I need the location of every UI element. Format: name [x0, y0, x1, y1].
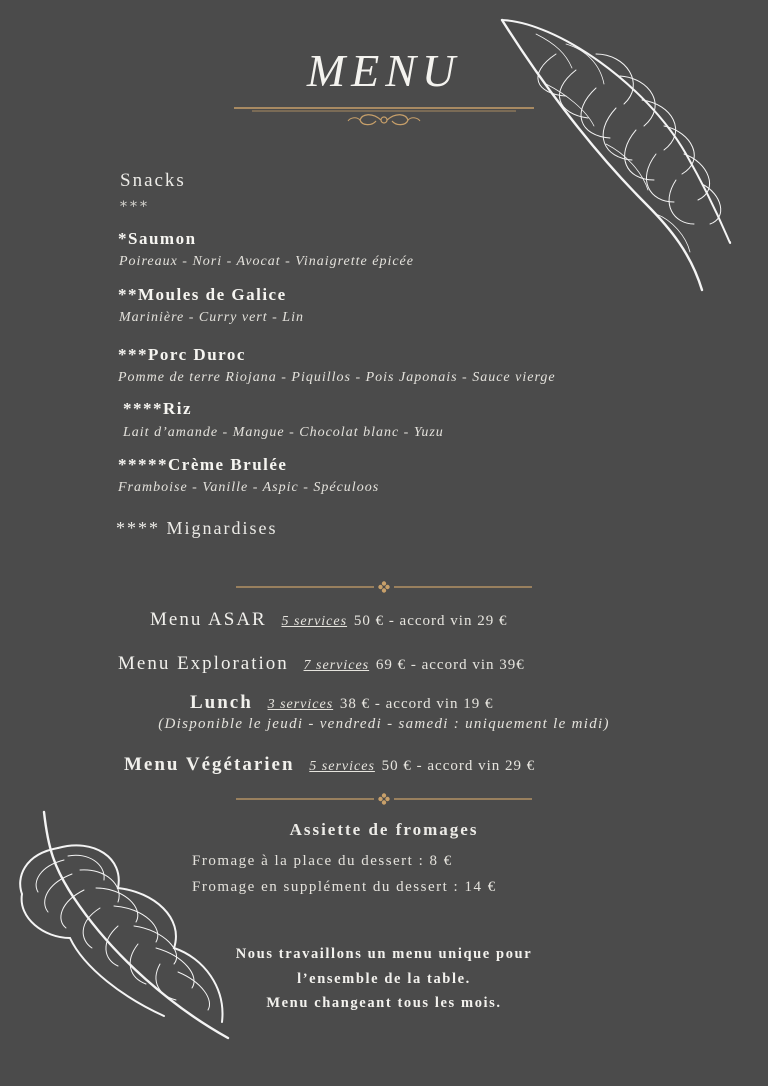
dish-name: ***Porc Duroc — [118, 345, 246, 364]
dish-name: ****Riz — [123, 399, 193, 418]
section-title: Snacks — [120, 170, 186, 191]
ornament-divider-icon — [236, 581, 532, 593]
offer-services: 3 services — [267, 697, 334, 712]
dish-description: Pomme de terre Riojana - Piquillos - Pois Japonais - Sauce vierge — [118, 370, 556, 385]
offer-price: 50 € - accord vin 29 € — [353, 613, 508, 629]
offer-row — [124, 754, 535, 776]
feather-icon — [496, 14, 740, 298]
offer-services: 7 services — [303, 658, 370, 673]
dish-description: Marinière - Curry vert - Lin — [119, 310, 304, 325]
offer-services: 5 services — [309, 759, 375, 774]
cheese-line: Fromage à la place du dessert : 8 € — [192, 853, 453, 869]
offer-price: 38 € - accord vin 19 € — [339, 696, 494, 712]
offer-row — [190, 692, 494, 714]
offer-name: Lunch — [190, 692, 253, 713]
cheese-line: Fromage en supplément du dessert : 14 € — [192, 879, 497, 895]
ornament-divider-icon — [236, 793, 532, 805]
offer-row — [150, 609, 507, 631]
dish-description: Poireaux - Nori - Avocat - Vinaigrette épicée — [119, 254, 414, 269]
offer-services: 5 services — [281, 614, 348, 629]
offer-row — [118, 653, 525, 675]
dish-description: Framboise - Vanille - Aspic - Spéculoos — [118, 480, 380, 495]
dish-name: *Saumon — [118, 229, 197, 248]
menu-title: MENU — [306, 45, 462, 96]
lunch-note: (Disponible le jeudi - vendredi - samedi : uniquement le midi) — [158, 716, 610, 732]
dish-description: Lait d’amande - Mangue - Chocolat blanc - Yuzu — [123, 425, 444, 440]
offer-name: Menu ASAR — [150, 609, 267, 630]
offer-price: 69 € - accord vin 39€ — [375, 657, 525, 673]
footer-line: l’ensemble de la table. — [297, 971, 471, 987]
footer-line: Nous travaillons un menu unique pour — [235, 946, 533, 962]
offer-price: 50 € - accord vin 29 € — [381, 758, 536, 774]
cheese-title: Assiette de fromages — [289, 820, 479, 839]
dish-name: *****Crème Brulée — [118, 455, 288, 474]
dish-name: **Moules de Galice — [118, 285, 287, 304]
offer-name: Menu Végétarien — [124, 754, 295, 775]
mignardises: **** Mignardises — [116, 518, 278, 538]
footer-line: Menu changeant tous les mois. — [266, 995, 502, 1011]
ornament-divider-icon — [232, 100, 536, 130]
offer-name: Menu Exploration — [118, 653, 289, 674]
section-stars: *** — [120, 199, 150, 215]
